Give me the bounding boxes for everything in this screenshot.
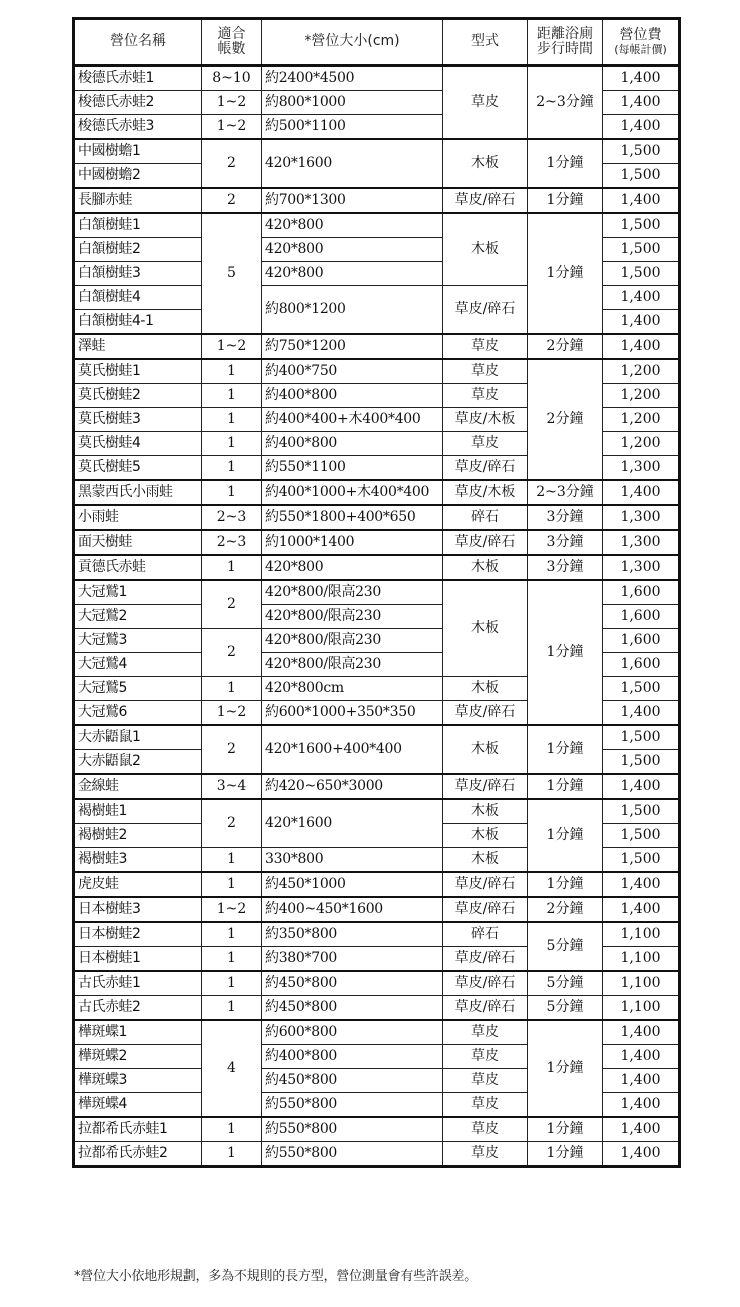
cell-name: 小雨蛙 [74,505,202,530]
table-row [74,774,680,799]
cell-beds: 1 [202,359,262,384]
cell-beds: 2 [202,580,262,629]
cell-name: 樺斑蝶4 [74,1093,202,1118]
cell-fee: 1,400 [603,1142,680,1167]
cell-name: 褐樹蛙1 [74,799,202,824]
cell-name: 白頷樹蛙2 [74,238,202,262]
cell-name: 莫氏樹蛙1 [74,359,202,384]
cell-fee: 1,200 [603,408,680,432]
header-type: 型式 [443,19,528,66]
table-row [74,213,680,238]
cell-beds: 1 [202,480,262,505]
cell-type: 草皮 [443,334,528,359]
cell-name: 大冠鷲5 [74,677,202,701]
cell-size: 約450*800 [262,996,443,1021]
cell-fee: 1,400 [603,1093,680,1118]
header-beds-line2: 帳數 [217,41,246,57]
cell-name: 日本樹蛙1 [74,947,202,972]
cell-fee: 1,300 [603,555,680,580]
cell-name: 褐樹蛙3 [74,848,202,873]
cell-type: 草皮/木板 [443,408,528,432]
table-row [74,530,680,555]
cell-fee: 1,600 [603,605,680,629]
cell-name: 長腳赤蛙 [74,188,202,213]
cell-size: 約400~450*1600 [262,897,443,922]
cell-time: 1分鐘 [528,580,603,725]
cell-size: 約600*800 [262,1020,443,1045]
cell-time: 1分鐘 [528,1117,603,1142]
cell-size: 約450*1000 [262,872,443,897]
cell-time: 1分鐘 [528,213,603,334]
cell-type: 木板 [443,848,528,873]
cell-size: 約800*1200 [262,286,443,335]
cell-beds: 1 [202,872,262,897]
cell-type: 草皮 [443,1045,528,1069]
cell-fee: 1,400 [603,334,680,359]
campsite-price-table [72,17,681,1168]
cell-fee: 1,500 [603,824,680,848]
cell-name: 大冠鷲1 [74,580,202,605]
cell-fee: 1,500 [603,750,680,775]
cell-fee: 1,200 [603,384,680,408]
cell-beds: 2~3 [202,505,262,530]
table-row [74,1117,680,1142]
cell-size: 420*800 [262,213,443,238]
header-beds [202,19,262,66]
cell-name: 金線蛙 [74,774,202,799]
cell-fee: 1,200 [603,432,680,456]
cell-time: 2分鐘 [528,897,603,922]
table-row [74,480,680,505]
cell-name: 拉都希氏赤蛙1 [74,1117,202,1142]
cell-size: 約550*800 [262,1093,443,1118]
table-row [74,725,680,750]
table-row [74,897,680,922]
cell-type: 草皮/碎石 [443,774,528,799]
cell-size: 420*800 [262,555,443,580]
cell-beds: 1 [202,384,262,408]
table-row [74,971,680,996]
cell-fee: 1,100 [603,971,680,996]
cell-beds: 2 [202,725,262,774]
cell-name: 古氏赤蛙2 [74,996,202,1021]
cell-time: 5分鐘 [528,971,603,996]
cell-fee: 1,500 [603,725,680,750]
cell-time: 5分鐘 [528,996,603,1021]
table-row [74,359,680,384]
footnote: *營位大小依地形規劃，多為不規則的長方型，營位測量會有些許誤差。 [74,1269,478,1284]
cell-size: 約500*1100 [262,115,443,140]
cell-type: 木板 [443,824,528,848]
cell-size: 420*800cm [262,677,443,701]
cell-type: 草皮 [443,384,528,408]
cell-name: 樺斑蝶1 [74,1020,202,1045]
cell-time: 3分鐘 [528,505,603,530]
cell-fee: 1,500 [603,799,680,824]
table-row [74,505,680,530]
cell-fee: 1,400 [603,115,680,140]
cell-size: 420*800/限高230 [262,580,443,605]
cell-beds: 1~2 [202,701,262,726]
cell-name: 白頷樹蛙3 [74,262,202,286]
cell-name: 黑蒙西氏小雨蛙 [74,480,202,505]
cell-fee: 1,400 [603,1069,680,1093]
cell-size: 約750*1200 [262,334,443,359]
cell-type: 草皮/碎石 [443,872,528,897]
cell-type: 草皮 [443,1142,528,1167]
cell-beds: 4 [202,1020,262,1117]
cell-fee: 1,400 [603,774,680,799]
table-header-row [74,19,680,66]
cell-time: 2分鐘 [528,334,603,359]
cell-fee: 1,400 [603,66,680,91]
cell-beds: 1 [202,971,262,996]
cell-fee: 1,600 [603,580,680,605]
cell-time: 1分鐘 [528,1020,603,1117]
table-row [74,1142,680,1167]
cell-type: 草皮 [443,1069,528,1093]
cell-size: 約800*1000 [262,91,443,115]
cell-name: 大冠鷲2 [74,605,202,629]
cell-time: 1分鐘 [528,872,603,897]
cell-name: 日本樹蛙2 [74,922,202,947]
cell-name: 大赤鼯鼠1 [74,725,202,750]
cell-beds: 8~10 [202,66,262,91]
cell-type: 木板 [443,799,528,824]
cell-time: 3分鐘 [528,530,603,555]
cell-fee: 1,500 [603,139,680,164]
cell-time: 2~3分鐘 [528,480,603,505]
cell-beds: 1 [202,1117,262,1142]
cell-beds: 1 [202,408,262,432]
cell-type: 木板 [443,213,528,286]
cell-size: 約380*700 [262,947,443,972]
cell-size: 約400*800 [262,384,443,408]
cell-fee: 1,400 [603,1117,680,1142]
header-walk-time [528,19,603,66]
cell-type: 草皮 [443,1117,528,1142]
cell-fee: 1,400 [603,897,680,922]
table-row [74,555,680,580]
cell-time: 3分鐘 [528,555,603,580]
cell-beds: 1 [202,555,262,580]
cell-name: 梭德氏赤蛙1 [74,66,202,91]
header-fee [603,19,680,66]
cell-fee: 1,400 [603,188,680,213]
cell-size: 約400*1000+木400*400 [262,480,443,505]
cell-fee: 1,400 [603,91,680,115]
campsite-price-table-container [72,17,678,1168]
cell-type: 草皮 [443,359,528,384]
cell-fee: 1,400 [603,286,680,310]
cell-size: 約400*400+木400*400 [262,408,443,432]
cell-size: 420*800/限高230 [262,629,443,653]
cell-fee: 1,300 [603,456,680,481]
cell-name: 中國樹蟾1 [74,139,202,164]
cell-name: 莫氏樹蛙4 [74,432,202,456]
cell-fee: 1,500 [603,262,680,286]
cell-beds: 1 [202,456,262,481]
table-row [74,139,680,164]
cell-fee: 1,400 [603,480,680,505]
cell-beds: 1 [202,848,262,873]
cell-type: 碎石 [443,922,528,947]
cell-name: 褐樹蛙2 [74,824,202,848]
cell-name: 大冠鷲6 [74,701,202,726]
cell-name: 大赤鼯鼠2 [74,750,202,775]
table-row [74,580,680,605]
header-site-name: 營位名稱 [74,19,202,66]
table-body [74,66,680,1167]
cell-size: 420*800 [262,262,443,286]
cell-beds: 1 [202,947,262,972]
cell-fee: 1,400 [603,1045,680,1069]
cell-type: 木板 [443,725,528,774]
cell-size: 約550*800 [262,1117,443,1142]
cell-fee: 1,400 [603,1020,680,1045]
cell-name: 梭德氏赤蛙3 [74,115,202,140]
cell-fee: 1,200 [603,359,680,384]
table-row [74,799,680,824]
cell-name: 面天樹蛙 [74,530,202,555]
header-beds-line1: 適合 [217,25,246,42]
cell-size: 約600*1000+350*350 [262,701,443,726]
cell-beds: 5 [202,213,262,334]
cell-size: 420*800 [262,238,443,262]
cell-name: 貢德氏赤蛙 [74,555,202,580]
table-row [74,872,680,897]
table-row [74,922,680,947]
cell-beds: 2 [202,799,262,848]
cell-name: 日本樹蛙3 [74,897,202,922]
cell-type: 草皮 [443,432,528,456]
header-size: *營位大小(cm) [262,19,443,66]
table-row [74,1020,680,1045]
cell-beds: 1 [202,922,262,947]
cell-size: 約550*800 [262,1142,443,1167]
cell-name: 白頷樹蛙1 [74,213,202,238]
cell-fee: 1,300 [603,505,680,530]
cell-size: 330*800 [262,848,443,873]
cell-size: 約700*1300 [262,188,443,213]
table-row [74,334,680,359]
cell-type: 碎石 [443,505,528,530]
cell-type: 草皮/碎石 [443,971,528,996]
table-row [74,996,680,1021]
cell-size: 約550*1100 [262,456,443,481]
cell-fee: 1,100 [603,922,680,947]
cell-name: 大冠鷲3 [74,629,202,653]
cell-beds: 1~2 [202,115,262,140]
cell-beds: 1~2 [202,91,262,115]
cell-size: 約1000*1400 [262,530,443,555]
table-row [74,66,680,91]
cell-beds: 2 [202,188,262,213]
cell-fee: 1,300 [603,530,680,555]
cell-fee: 1,600 [603,653,680,677]
cell-time: 1分鐘 [528,774,603,799]
cell-name: 莫氏樹蛙5 [74,456,202,481]
cell-size: 約2400*4500 [262,66,443,91]
cell-time: 2分鐘 [528,359,603,480]
cell-time: 1分鐘 [528,799,603,872]
cell-size: 約450*800 [262,1069,443,1093]
cell-beds: 2 [202,139,262,188]
cell-type: 草皮/碎石 [443,188,528,213]
cell-time: 2~3分鐘 [528,66,603,140]
cell-name: 梭德氏赤蛙2 [74,91,202,115]
cell-fee: 1,500 [603,677,680,701]
cell-time: 1分鐘 [528,1142,603,1167]
cell-name: 莫氏樹蛙2 [74,384,202,408]
cell-fee: 1,500 [603,238,680,262]
cell-size: 約550*1800+400*650 [262,505,443,530]
cell-type: 草皮/碎石 [443,996,528,1021]
cell-fee: 1,400 [603,701,680,726]
cell-size: 420*1600 [262,799,443,848]
cell-time: 1分鐘 [528,188,603,213]
cell-beds: 2 [202,629,262,677]
cell-type: 草皮/碎石 [443,897,528,922]
cell-fee: 1,500 [603,164,680,189]
cell-type: 木板 [443,580,528,677]
table-row [74,188,680,213]
header-time-line2: 步行時間 [537,41,593,57]
cell-size: 約420~650*3000 [262,774,443,799]
cell-size: 約450*800 [262,971,443,996]
cell-size: 420*1600 [262,139,443,188]
cell-name: 白頷樹蛙4 [74,286,202,310]
cell-name: 古氏赤蛙1 [74,971,202,996]
cell-size: 約400*800 [262,432,443,456]
cell-type: 草皮/碎石 [443,701,528,726]
cell-fee: 1,500 [603,213,680,238]
cell-beds: 1 [202,1142,262,1167]
cell-beds: 3~4 [202,774,262,799]
cell-name: 白頷樹蛙4-1 [74,310,202,335]
cell-name: 澤蛙 [74,334,202,359]
cell-fee: 1,600 [603,629,680,653]
cell-type: 草皮 [443,66,528,140]
cell-size: 420*800/限高230 [262,605,443,629]
cell-name: 樺斑蝶2 [74,1045,202,1069]
cell-name: 莫氏樹蛙3 [74,408,202,432]
cell-name: 樺斑蝶3 [74,1069,202,1093]
cell-type: 草皮/碎石 [443,947,528,972]
cell-name: 中國樹蟾2 [74,164,202,189]
cell-time: 5分鐘 [528,922,603,971]
cell-type: 草皮/碎石 [443,286,528,335]
header-fee-line1: 營位費 [619,27,662,44]
cell-beds: 1 [202,996,262,1021]
cell-type: 木板 [443,139,528,188]
cell-size: 420*1600+400*400 [262,725,443,774]
cell-name: 拉都希氏赤蛙2 [74,1142,202,1167]
cell-time: 1分鐘 [528,725,603,774]
cell-type: 草皮/碎石 [443,456,528,481]
cell-size: 約400*750 [262,359,443,384]
cell-time: 1分鐘 [528,139,603,188]
cell-size: 約400*800 [262,1045,443,1069]
cell-type: 草皮/碎石 [443,530,528,555]
cell-size: 420*800/限高230 [262,653,443,677]
cell-type: 草皮 [443,1093,528,1118]
cell-beds: 1~2 [202,897,262,922]
cell-name: 大冠鷲4 [74,653,202,677]
cell-fee: 1,400 [603,310,680,335]
cell-name: 虎皮蛙 [74,872,202,897]
cell-type: 草皮/木板 [443,480,528,505]
cell-fee: 1,100 [603,996,680,1021]
cell-type: 草皮 [443,1020,528,1045]
cell-type: 木板 [443,555,528,580]
cell-beds: 2~3 [202,530,262,555]
cell-beds: 1 [202,432,262,456]
cell-size: 約350*800 [262,922,443,947]
cell-beds: 1 [202,677,262,701]
cell-beds: 1~2 [202,334,262,359]
cell-fee: 1,500 [603,848,680,873]
cell-fee: 1,100 [603,947,680,972]
cell-type: 木板 [443,677,528,701]
header-fee-line2: (每帳計價) [614,42,667,56]
cell-fee: 1,400 [603,872,680,897]
header-time-line1: 距離浴廁 [537,25,593,42]
